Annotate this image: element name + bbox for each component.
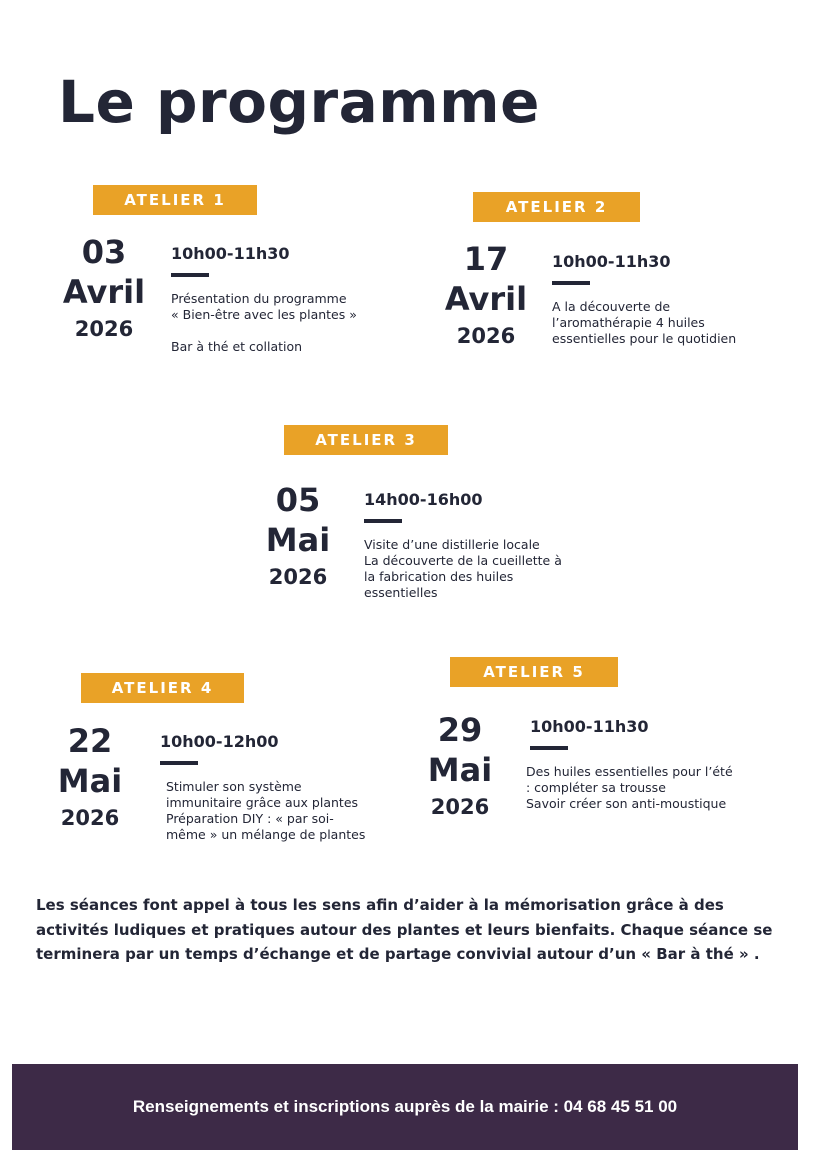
atelier-5-divider — [530, 746, 568, 750]
atelier-4-description: Stimuler son système immunitaire grâce aux plantes Préparation DIY : « par soi- même » un mélange de plantes — [166, 779, 366, 842]
atelier-1-month: Avril — [62, 273, 146, 311]
atelier-1-time: 10h00-11h30 — [171, 244, 290, 263]
atelier-5-day: 29 — [437, 711, 483, 749]
atelier-2-description: A la découverte de l’aromathérapie 4 huiles essentielles pour le quotidien — [552, 299, 737, 346]
atelier-5-badge: ATELIER 5 — [450, 657, 618, 687]
intro-paragraph: Les séances font appel à tous les sens afin d’aider à la mémorisation grâce à des activités ludiques et pratiques autour des plantes et leurs bienfaits. Chaque séance se terminera par un temps d’échange et de partage convivial autour d’un « Bar à thé » . — [36, 896, 773, 963]
atelier-4-info — [160, 732, 410, 843]
atelier-3-divider — [364, 519, 402, 523]
atelier-3-description: Visite d’une distillerie locale La découverte de la cueillette à la fabrication des huiles essentielles — [364, 537, 562, 600]
atelier-5-time: 10h00-11h30 — [530, 717, 649, 736]
page-title: Le programme — [58, 68, 540, 136]
atelier-2-date — [421, 239, 551, 353]
atelier-3-badge: ATELIER 3 — [284, 425, 448, 455]
atelier-1-day: 03 — [81, 233, 127, 271]
atelier-2-info — [552, 252, 792, 347]
atelier-1-description: Présentation du programme « Bien-être avec les plantes » — [171, 291, 357, 322]
atelier-3-info — [364, 490, 604, 601]
atelier-5-month: Mai — [427, 751, 493, 789]
atelier-4-date — [25, 721, 155, 835]
atelier-4-year: 2026 — [60, 806, 120, 830]
atelier-4-time: 10h00-12h00 — [160, 732, 279, 751]
atelier-1-year: 2026 — [74, 317, 134, 341]
atelier-1-extra: Bar à thé et collation — [171, 339, 303, 354]
atelier-2-year: 2026 — [456, 324, 516, 348]
atelier-3-year: 2026 — [268, 565, 328, 589]
atelier-1-date — [39, 232, 169, 346]
footer-banner: Renseignements et inscriptions auprès de la mairie : 04 68 45 51 00 — [12, 1064, 798, 1150]
atelier-5-date — [395, 710, 525, 824]
atelier-3-date — [233, 480, 363, 594]
atelier-4-divider — [160, 761, 198, 765]
atelier-3-month: Mai — [265, 521, 331, 559]
atelier-2-time: 10h00-11h30 — [552, 252, 671, 271]
atelier-1-divider — [171, 273, 209, 277]
atelier-5-description: Des huiles essentielles pour l’été : compléter sa trousse Savoir créer son anti-moustique — [526, 764, 733, 811]
atelier-4-month: Mai — [57, 762, 123, 800]
atelier-3-time: 14h00-16h00 — [364, 490, 483, 509]
atelier-1-badge: ATELIER 1 — [93, 185, 257, 215]
atelier-1-info — [171, 244, 411, 355]
atelier-3-day: 05 — [275, 481, 321, 519]
atelier-2-day: 17 — [463, 240, 509, 278]
atelier-2-divider — [552, 281, 590, 285]
atelier-5-year: 2026 — [430, 795, 490, 819]
atelier-4-day: 22 — [67, 722, 113, 760]
atelier-2-badge: ATELIER 2 — [473, 192, 640, 222]
atelier-2-month: Avril — [444, 280, 528, 318]
atelier-5-info — [526, 717, 786, 812]
atelier-4-badge: ATELIER 4 — [81, 673, 244, 703]
